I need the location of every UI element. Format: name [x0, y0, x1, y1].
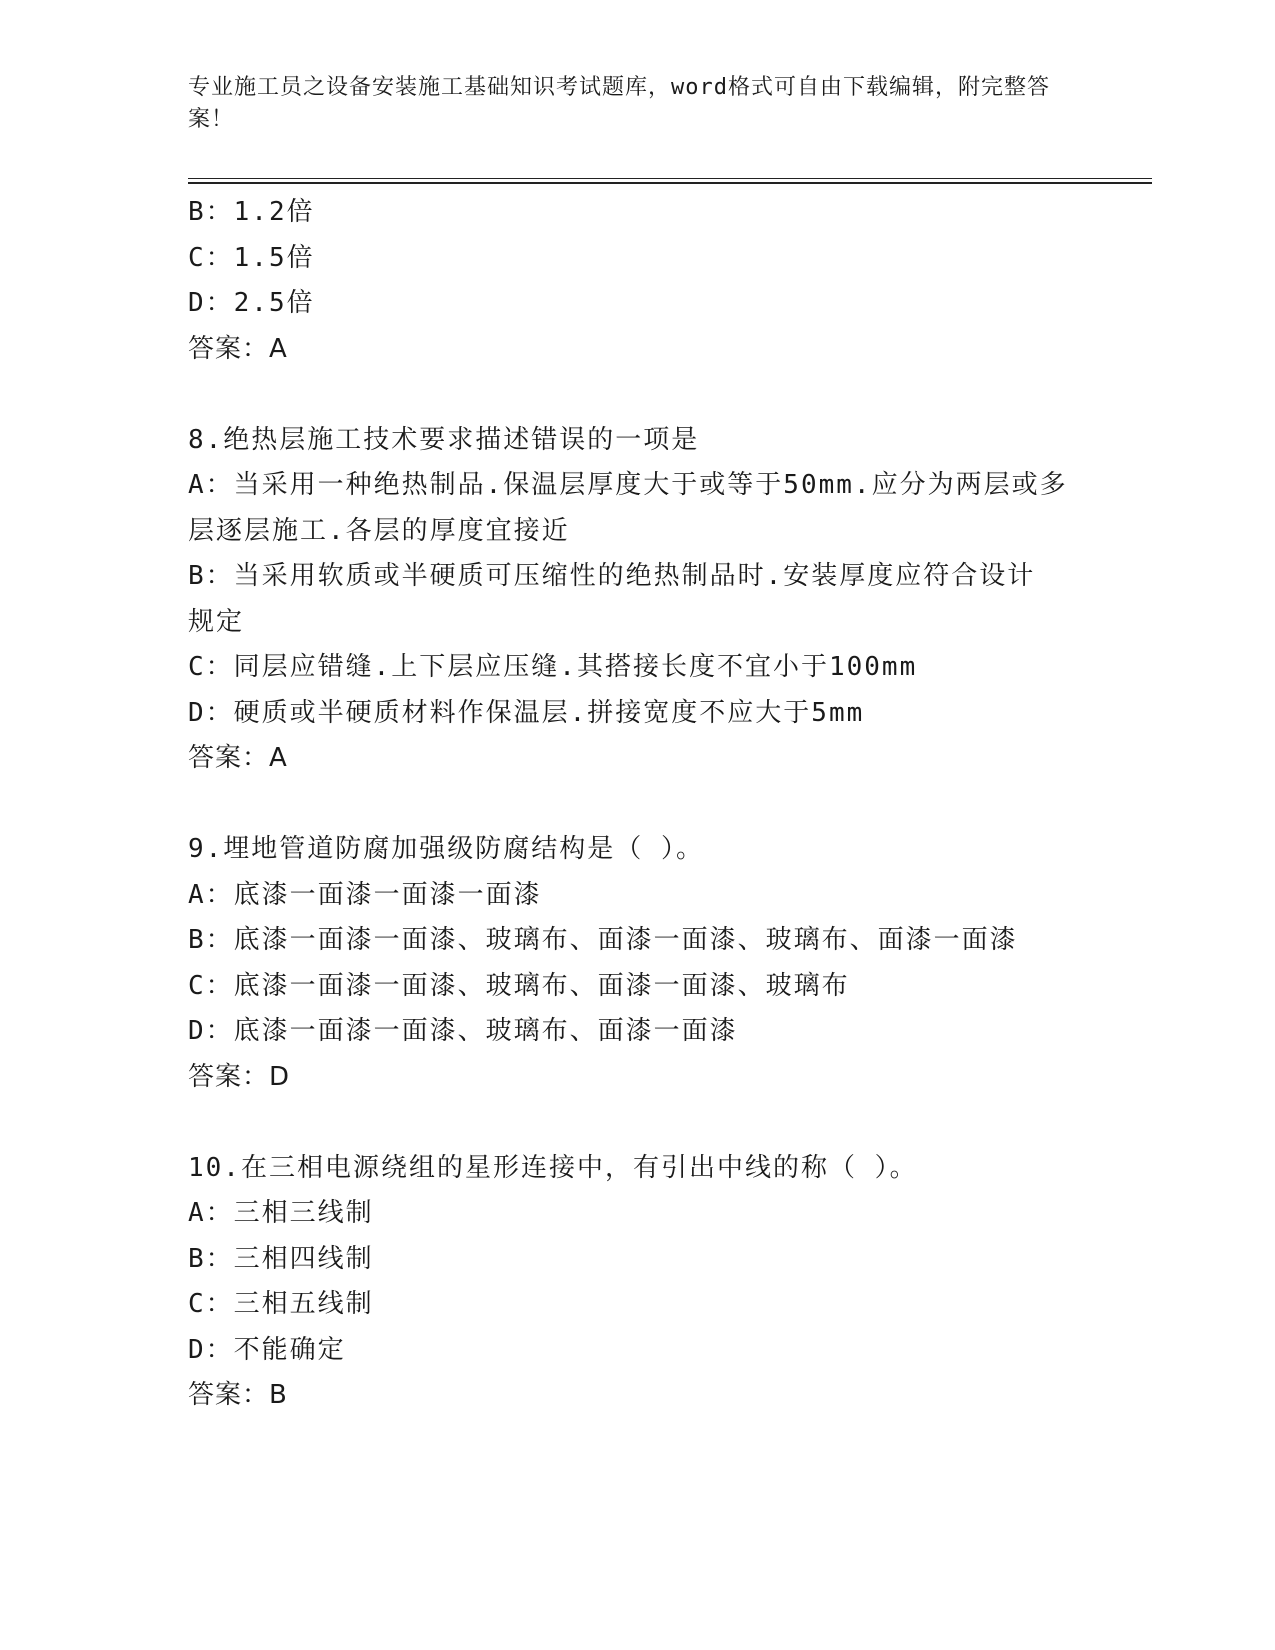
question-stem: 10.在三相电源绕组的星形连接中，有引出中线的称（ ）。 — [188, 1152, 918, 1183]
header-title: 专业施工员之设备安装施工基础知识考试题库，word格式可自由下载编辑，附完整答案！ — [188, 75, 1050, 132]
option-b: B：当采用软质或半硬质可压缩性的绝热制品时.安装厚度应符合设计 — [188, 561, 1036, 591]
answer: 答案：B — [188, 1380, 288, 1410]
option-b: B：三相四线制 — [188, 1243, 374, 1274]
question-stem: 8.绝热层施工技术要求描述错误的一项是 — [188, 424, 700, 455]
option-c: C：三相五线制 — [188, 1289, 374, 1319]
option-d: D：硬质或半硬质材料作保温层.拼接宽度不应大于5mm — [188, 697, 865, 728]
answer: 答案：A — [188, 333, 288, 364]
option-c: C：同层应错缝.上下层应压缝.其搭接长度不宜小于100mm — [188, 652, 918, 682]
option-a: A：当采用一种绝热制品.保温层厚度大于或等于50mm.应分为两层或多 — [188, 470, 1068, 500]
option-d: D：不能确定 — [188, 1334, 346, 1365]
answer: 答案：A — [188, 743, 288, 773]
option-b-continued: 规定 — [188, 606, 245, 637]
header-divider-thick — [188, 182, 1152, 184]
header-divider-thin — [188, 178, 1152, 179]
option-a-continued: 层逐层施工.各层的厚度宜接近 — [188, 515, 570, 546]
question-9 — [188, 827, 1088, 1100]
question-8 — [188, 418, 1088, 782]
question-7-continuation — [188, 190, 1088, 372]
option-b: B：底漆一面漆一面漆、玻璃布、面漆一面漆、玻璃布、面漆一面漆 — [188, 925, 1018, 955]
option-a: A：三相三线制 — [188, 1198, 374, 1228]
spacer — [188, 782, 1088, 828]
option-b: B：1.2倍 — [188, 197, 315, 227]
option-a: A：底漆一面漆一面漆一面漆 — [188, 879, 542, 910]
spacer — [188, 372, 1088, 418]
question-stem: 9.埋地管道防腐加强级防腐结构是（ ）。 — [188, 834, 704, 864]
option-d: D：底漆一面漆一面漆、玻璃布、面漆一面漆 — [188, 1016, 738, 1046]
option-c: C：1.5倍 — [188, 242, 315, 273]
question-10 — [188, 1146, 1088, 1419]
document-header — [188, 72, 1068, 136]
option-c: C：底漆一面漆一面漆、玻璃布、面漆一面漆、玻璃布 — [188, 970, 850, 1001]
spacer — [188, 1100, 1088, 1146]
option-d: D：2.5倍 — [188, 288, 315, 318]
document-body — [188, 190, 1088, 1419]
answer: 答案：D — [188, 1061, 291, 1092]
